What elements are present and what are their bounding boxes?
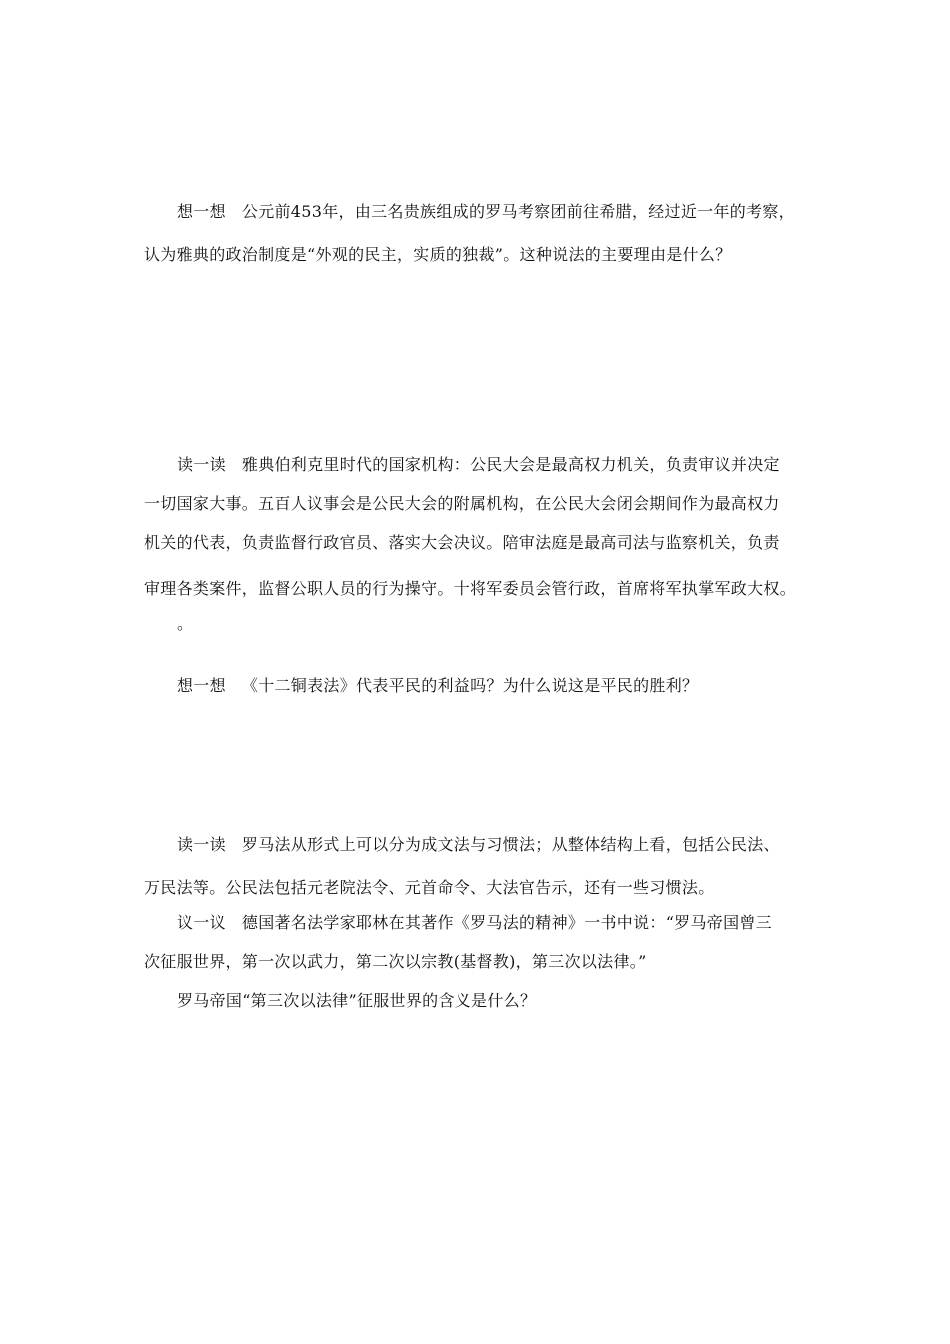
paragraph-text: 公元前453年，由三名贵族组成的罗马考察团前往希腊，经过近一年的考察， xyxy=(241,202,795,221)
section-tag-think-2: 想一想 xyxy=(177,676,226,695)
paragraph-text: 罗马法从形式上可以分为成文法与习惯法；从整体结构上看，包括公民法、 xyxy=(241,835,780,854)
think-2-first-line xyxy=(177,676,817,696)
paragraph-text: 。 xyxy=(177,614,194,633)
discuss-first-line xyxy=(177,913,817,933)
paragraph-text: 万民法等。公民法包括元老院法令、元首命令、大法官告示，还有一些习惯法。 xyxy=(144,878,715,897)
read-1-first-line xyxy=(177,455,817,475)
paragraph-text: 审理各类案件，监督公职人员的行为操守。十将军委员会管行政，首席将军执掌军政大权。 xyxy=(144,579,797,598)
paragraph-text: 次征服世界，第一次以武力，第二次以宗教(基督教)，第三次以法律。” xyxy=(144,952,647,971)
section-tag-read-1: 读一读 xyxy=(177,455,226,474)
section-tag-discuss: 议一议 xyxy=(177,913,226,932)
section-tag-think-1: 想一想 xyxy=(177,202,226,221)
think-1-first-line xyxy=(177,202,817,222)
paragraph-text: 雅典伯利克里时代的国家机构：公民大会是最高权力机关，负责审议并决定 xyxy=(241,455,780,474)
section-tag-read-2: 读一读 xyxy=(177,835,226,854)
read-2-first-line xyxy=(177,835,817,855)
paragraph-text: 《十二铜表法》代表平民的利益吗？为什么说这是平民的胜利？ xyxy=(241,676,699,695)
paragraph-text: 德国著名法学家耶林在其著作《罗马法的精神》一书中说：“罗马帝国曾三 xyxy=(241,913,772,932)
question-text: 罗马帝国“第三次以法律”征服世界的含义是什么？ xyxy=(177,991,537,1010)
paragraph-text: 认为雅典的政治制度是“外观的民主，实质的独裁”。这种说法的主要理由是什么？ xyxy=(144,245,732,264)
paragraph-text: 一切国家大事。五百人议事会是公民大会的附属机构，在公民大会闭会期间作为最高权力 xyxy=(144,494,780,513)
paragraph-text: 机关的代表，负责监督行政官员、落实大会决议。陪审法庭是最高司法与监察机关，负责 xyxy=(144,533,780,552)
